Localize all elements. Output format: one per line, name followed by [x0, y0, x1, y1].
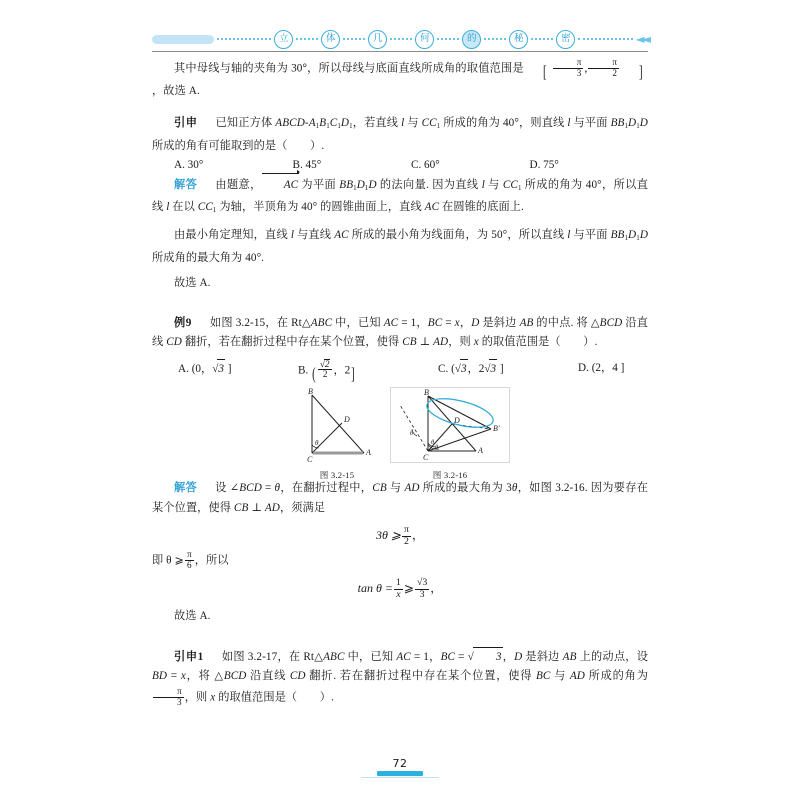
cube-label-c: C	[329, 117, 338, 130]
subscript: 1	[326, 122, 330, 130]
extension1-number: 1	[197, 650, 204, 663]
denominator: 3	[177, 696, 182, 707]
ex9-t6: 是斜边	[479, 316, 520, 329]
ans9-t8: ，须满足	[279, 501, 326, 514]
line-l: l	[567, 117, 571, 130]
figure-3-2-15-drawing	[282, 387, 392, 463]
segment-ad: AD	[404, 482, 420, 495]
svg-text:D: D	[454, 416, 460, 426]
ext1-t10: 沿直线	[246, 670, 290, 683]
ans1-t5: 所成的角为 40°，所以直线	[152, 178, 648, 213]
ex9-t9: 翻折，若在翻折过程中存在某个位置，使得	[181, 336, 403, 349]
sqrt-3: √ 3	[468, 651, 503, 663]
segment-cc1: CC	[502, 178, 518, 191]
ans9-t7: ⊥	[248, 501, 265, 514]
bracket-close: ]	[351, 363, 355, 383]
subscript: 1	[636, 122, 640, 130]
answer-paragraph-1b	[152, 226, 648, 268]
segment-cb: CB	[402, 336, 417, 349]
cube-label: ABCD-A	[275, 117, 316, 130]
denominator: 2	[322, 369, 328, 380]
ex9-t10: ⊥	[416, 336, 434, 349]
ans1b-t2: 与直线	[294, 229, 335, 242]
line-l: l	[481, 178, 485, 191]
ans1b-t1: 由最小角定理知，直线	[174, 229, 291, 242]
segment-ad: AD	[433, 336, 449, 349]
ans9-t4: 与	[386, 482, 405, 495]
vector-ac: AC	[262, 176, 299, 196]
answer9-paragraph	[152, 479, 648, 518]
fraction-1-x	[394, 578, 403, 600]
ans9-mid-tail: ，所以	[194, 554, 229, 567]
choice-label: B.	[298, 364, 309, 377]
ans1b-t4: 与平面	[570, 229, 611, 242]
header-title-char-5: 的	[462, 30, 481, 49]
ex9-t5: ，	[459, 316, 472, 329]
triangle-bcd: BCD	[599, 316, 623, 329]
subscript: 1	[517, 183, 522, 192]
extension1-tag: 引申	[174, 650, 198, 663]
ext-text-e: 与平面	[570, 117, 611, 130]
extension-choices	[152, 156, 648, 176]
fraction-pi-3	[553, 58, 584, 78]
fraction-sqrt2-2	[318, 359, 333, 380]
segment-bc: BC	[536, 670, 551, 683]
example-number: 9	[185, 316, 192, 329]
ext1-t15: 的取值范围是（ ）.	[215, 691, 334, 704]
svg-text:D: D	[344, 415, 350, 425]
ext1-t6: 是斜边	[522, 650, 563, 663]
segment-ac: AC	[334, 229, 349, 242]
ext1-t13: 所成的角为	[584, 670, 648, 683]
header-dotted-line	[484, 38, 506, 41]
subscript: 1	[212, 205, 217, 214]
ans1-t1: 由题意，	[215, 178, 262, 191]
line-l: l	[166, 200, 170, 213]
numerator: π	[588, 58, 619, 69]
header-dotted-line	[531, 38, 553, 41]
subscript: 1	[624, 234, 629, 243]
choice-label: A.	[178, 362, 189, 375]
numerator: π	[187, 549, 192, 560]
example-tag: 例	[174, 316, 186, 329]
plane-label-d: D	[639, 229, 648, 242]
svg-text:C: C	[307, 455, 313, 464]
ex9-t11: ，则	[448, 336, 474, 349]
point-d: D	[471, 316, 480, 329]
header-title-char-7: 密	[556, 30, 575, 49]
choice-a[interactable]: A. 30°	[174, 159, 204, 171]
choice-c[interactable]	[438, 359, 578, 384]
ext1-t7: 上的动点，设	[576, 650, 648, 663]
svg-text:A: A	[366, 448, 371, 458]
figure-caption: 图 3.2-16	[432, 470, 468, 481]
variable-x: x	[473, 336, 479, 349]
ans1-t6: 在以	[169, 200, 198, 213]
theta: θ	[511, 482, 518, 495]
bracket-close: ]	[639, 62, 643, 82]
subscript: 1	[337, 122, 341, 130]
choice-b[interactable]: B. ( $\frac{√2}{2}$ ，2]	[298, 358, 355, 383]
figure-caption: 图 3.2-15	[319, 470, 355, 481]
answer-tag: 解答	[174, 178, 198, 191]
header-title-char-1: 立	[274, 30, 293, 49]
ext-text-c: 与	[404, 117, 422, 130]
para1-tail: ，故选 A.	[152, 84, 200, 97]
footer-bar	[377, 771, 423, 776]
paren-open: (	[312, 363, 316, 383]
segment-cd: CD	[166, 336, 182, 349]
segment-cd: CD	[289, 670, 306, 683]
theta: θ	[274, 482, 281, 495]
ex9-t4: =	[442, 316, 455, 329]
ans9-t6: ，如图 3.2-16. 因为要存在某个位置，使得	[152, 482, 648, 514]
extension-paragraph	[152, 114, 648, 156]
segment-bd: BD	[152, 670, 168, 683]
ext1-t8: =	[167, 670, 181, 683]
plane-label-d1: D	[356, 178, 365, 191]
point-d: D	[514, 650, 523, 663]
segment-ac: AC	[396, 650, 411, 663]
svg-text:A: A	[478, 446, 483, 456]
svg-text:C: C	[423, 453, 429, 463]
denominator: 6	[187, 560, 192, 571]
header-title-char-3: 几	[368, 30, 387, 49]
subscript: 1	[636, 234, 640, 243]
ans9-t5: 所成的最大角为 3	[419, 482, 512, 495]
subscript: 1	[364, 183, 369, 192]
subscript: 1	[349, 122, 353, 130]
plane-label-d1: D	[628, 229, 637, 242]
segment-cb: CB	[372, 482, 387, 495]
subscript: 1	[353, 183, 357, 192]
segment-ad: AD	[264, 501, 280, 514]
header-dotted-line	[217, 38, 271, 41]
segment-ac: AC	[383, 316, 399, 329]
ans1-t4: 与	[484, 178, 503, 191]
subscript: 1	[315, 122, 320, 130]
plane-label-d1: D	[628, 117, 637, 130]
svg-text:B: B	[424, 388, 429, 398]
fraction-pi-2	[588, 58, 619, 78]
numerator: 1	[396, 577, 401, 589]
svg-text:B: B	[308, 387, 313, 397]
choice-a[interactable]	[178, 359, 298, 384]
cube-label-d: D	[340, 117, 350, 130]
numerator: √2	[318, 359, 333, 371]
answer-1-conclusion: 故选 A.	[174, 277, 211, 290]
cube-label-b: B	[319, 117, 327, 130]
triangle-abc: ABC	[323, 650, 345, 663]
ans1b-t3: 所成的最小角为线面角，为 50°，所以直线	[348, 229, 568, 242]
ext1-t1: 如图 3.2-17，在 Rt△	[221, 650, 324, 663]
svg-text:θ: θ	[315, 439, 319, 448]
page-footer	[0, 757, 800, 778]
choice-label: C.	[438, 362, 449, 375]
subscript: 1	[624, 122, 629, 130]
svg-text:B': B'	[493, 424, 500, 434]
ex9-t7: 的中点. 将 △	[533, 316, 600, 329]
ext1-t5: ，	[502, 650, 515, 663]
line-l: l	[290, 229, 295, 242]
svg-text:θ: θ	[435, 444, 439, 452]
eq2-left: tan θ =	[357, 581, 393, 596]
ans1-t2: 为平面	[298, 178, 340, 191]
segment-ad: AD	[569, 670, 585, 683]
figure-3-2-16	[390, 387, 510, 481]
display-equation-2	[152, 575, 648, 601]
numerator: π	[403, 524, 409, 536]
figure-3-2-15	[282, 387, 392, 481]
ans1b-t5: 所成角的最大角为 40°.	[152, 251, 265, 264]
denominator: 3	[576, 67, 582, 78]
choice-d[interactable]: D. 75°	[529, 159, 559, 171]
line-l: l	[567, 229, 571, 242]
header-dotted-line	[578, 38, 632, 41]
variable-x: x	[180, 670, 186, 683]
eq1-tail: ，	[411, 528, 424, 543]
choice-d-value: (2，4 ]	[591, 361, 625, 374]
fraction-sqrt3-3	[415, 578, 429, 600]
ans9-t2: =	[261, 482, 275, 495]
ex9-t1: 如图 3.2-15，在 Rt△	[209, 316, 311, 329]
display-equation-1	[152, 522, 648, 548]
fraction-pi-2	[402, 525, 411, 547]
ext1-t9: ，将 △	[185, 670, 224, 683]
ans1-t8: 在圆锥的底面上.	[439, 200, 524, 213]
extension1-paragraph	[152, 647, 648, 708]
angle-bcd: BCD	[239, 482, 262, 495]
ans9-t3: ，在翻折过程中，	[280, 482, 373, 495]
svg-text:θ: θ	[410, 430, 414, 438]
numerator: π	[153, 687, 184, 698]
choice-c-value: (√3，2√3 ]	[451, 363, 504, 375]
header-title-char-4: 何	[415, 30, 434, 49]
plane-label: BB	[610, 229, 625, 242]
page-header	[152, 24, 648, 54]
svg-text:θ: θ	[431, 439, 435, 447]
triangle-bcd: BCD	[223, 670, 247, 683]
segment-cb: CB	[233, 501, 249, 514]
answer-tag: 解答	[174, 482, 197, 495]
segment-cc1: CC	[421, 117, 437, 130]
plane-label: BB	[610, 117, 625, 130]
ext-text-f: 所成的角有可能取到的是（ ）.	[152, 139, 325, 152]
ext-text-d: 所成的角为 40°，则直线	[440, 117, 568, 130]
header-arrow-icon: ◄◄	[635, 32, 648, 46]
para1-text: 其中母线与轴的夹角为 30°，所以母线与底面直线所成角的取值范围是	[174, 62, 524, 75]
segment-ac: AC	[424, 200, 440, 213]
ext-text-a: 已知正方体	[215, 117, 276, 130]
eq1-left: 3θ ⩾	[376, 528, 401, 543]
answer-paragraph-1	[152, 176, 648, 221]
segment-ab: AB	[562, 650, 577, 663]
plane-label-d: D	[368, 178, 377, 191]
triangle-abc: ABC	[310, 316, 333, 329]
choice-d[interactable]	[578, 359, 648, 384]
ans1-t3: 的法向量. 因为直线	[376, 178, 482, 191]
ext1-t14: ，则	[184, 691, 211, 704]
ext1-t11: 翻折. 若在翻折过程中存在某个位置，使得	[305, 670, 536, 683]
answer9-mid-line	[152, 550, 648, 571]
segment-bc: BC	[427, 316, 443, 329]
ext1-t12: 与	[550, 670, 570, 683]
segment-bc: BC	[440, 650, 456, 663]
numerator: √3	[416, 577, 428, 589]
header-dotted-line	[296, 38, 318, 41]
denominator: 2	[404, 535, 409, 547]
header-dotted-line	[437, 38, 459, 41]
header-dotted-line	[343, 38, 365, 41]
fraction-pi-3	[153, 687, 184, 707]
ext-text-b: ，若直线	[352, 117, 402, 130]
ext1-t2: 中，已知	[344, 650, 397, 663]
choice-c[interactable]: C. 60°	[411, 159, 440, 171]
header-dotted-line	[390, 38, 412, 41]
figure-row	[152, 387, 648, 479]
variable-x: x	[210, 691, 216, 704]
bracket-open: [	[542, 62, 547, 82]
eq2-relation: ⩾	[403, 581, 414, 596]
ex9-t2: 中，已知	[332, 316, 384, 329]
plane-label-d: D	[639, 117, 648, 130]
answer9-conclusion: 故选 A.	[174, 610, 211, 623]
header-title-char-6: 秘	[509, 30, 528, 49]
extension-tag: 引申	[174, 117, 198, 130]
line-l: l	[401, 117, 405, 130]
header-decoration-row	[152, 30, 648, 48]
ext1-t4: =	[455, 650, 468, 663]
page-content	[152, 58, 648, 708]
example9-choices	[152, 359, 648, 384]
denominator: x	[396, 588, 401, 600]
segment-cc1: CC	[197, 200, 213, 213]
ex9-t8: 沿直线	[152, 316, 648, 349]
choice-a-value: (0，√3 ]	[192, 363, 232, 375]
header-title-char-2: 体	[321, 30, 340, 49]
choice-label: D.	[578, 361, 589, 374]
fraction-pi-6	[185, 550, 194, 570]
page-number: 72	[392, 757, 408, 770]
variable-x: x	[454, 316, 460, 329]
ex9-t12: 的取值范围是（ ）.	[478, 336, 598, 349]
paragraph-continuation: 其中母线与轴的夹角为 30°，所以母线与底面直线所成角的取值范围是 [ $\frac{\pi}{3}$ , $\frac{\pi}{2}$ ]，故选 A.	[152, 57, 643, 97]
ext1-t3: = 1，	[410, 650, 441, 663]
ans9-mid: 即 θ ⩾	[152, 554, 185, 567]
choice-b[interactable]: B. 45°	[292, 159, 322, 171]
example9-paragraph	[152, 314, 648, 353]
plane-label: BB	[339, 178, 354, 191]
footer-line	[361, 777, 439, 778]
header-rule	[152, 51, 648, 52]
header-left-bar	[152, 35, 214, 44]
ex9-t3: = 1，	[398, 316, 428, 329]
ans9-t1: 设 ∠	[214, 482, 240, 495]
figure-3-2-16-drawing	[390, 387, 510, 463]
denominator: 3	[419, 588, 425, 600]
eq2-tail: ，	[430, 581, 443, 596]
ans1-t7: 为轴，半顶角为 40° 的圆锥曲面上，直线	[216, 200, 425, 213]
segment-ab: AB	[519, 316, 534, 329]
numerator: π	[553, 58, 584, 69]
denominator: 2	[612, 67, 618, 78]
subscript: 1	[436, 122, 441, 130]
